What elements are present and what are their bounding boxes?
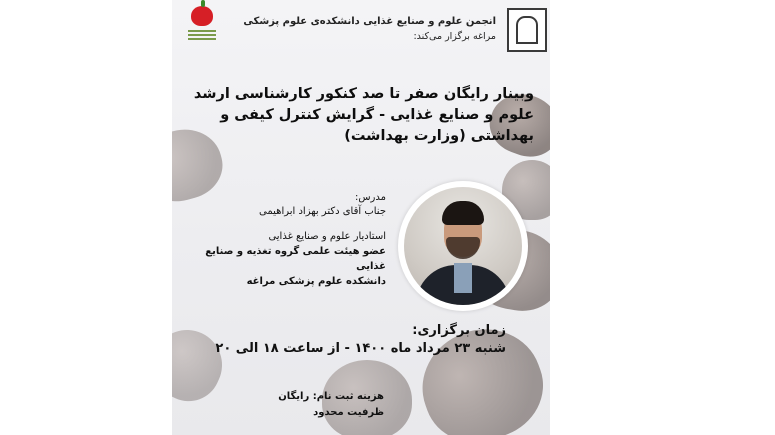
logo-lines	[182, 30, 222, 40]
schedule-block	[186, 322, 506, 358]
title-line: علوم و صنایع غذایی - گرایش کنترل کیفی و	[220, 107, 534, 123]
lecturer-photo	[404, 187, 522, 305]
webinar-title	[184, 84, 534, 147]
organizer-subline: مراغه برگزار می‌کند:	[413, 31, 496, 42]
organizer-text	[236, 14, 496, 44]
apple-icon	[191, 6, 213, 26]
lecturer-photo-frame	[398, 181, 528, 311]
lecturer-position: استادیار علوم و صنایع غذایی	[268, 231, 386, 242]
registration-fee: هزینه ثبت نام: رایگان	[278, 391, 384, 402]
time-value: شنبه ۲۳ مرداد ماه ۱۴۰۰ - از ساعت ۱۸ الی ۲۰	[215, 341, 506, 356]
lecturer-block	[186, 191, 386, 289]
lecturer-name: جناب آقای دکتر بهزاد ابراهیمی	[259, 206, 386, 217]
capacity-note: ظرفیت محدود	[313, 407, 384, 418]
association-logo	[182, 6, 222, 56]
time-label: زمان برگزاری:	[412, 323, 506, 338]
lecturer-affiliation: عضو هیئت علمی گروه تغذیه و صنایع غذایی	[205, 246, 386, 272]
lecturer-label: مدرس:	[354, 192, 386, 203]
university-logo	[507, 8, 547, 52]
dome-icon	[516, 16, 538, 44]
registration-block	[184, 389, 384, 421]
association-name: انجمن علوم و صنایع غذایی دانشکده‌ی علوم پزشکی	[243, 16, 496, 27]
title-line: وبینار رایگان صفر تا صد کنکور کارشناسی ارشد	[193, 86, 534, 102]
title-line: بهداشتی (وزارت بهداشت)	[344, 128, 534, 144]
lecturer-school: دانشکده علوم پزشکی مراغه	[246, 276, 386, 287]
webinar-poster	[172, 0, 550, 435]
